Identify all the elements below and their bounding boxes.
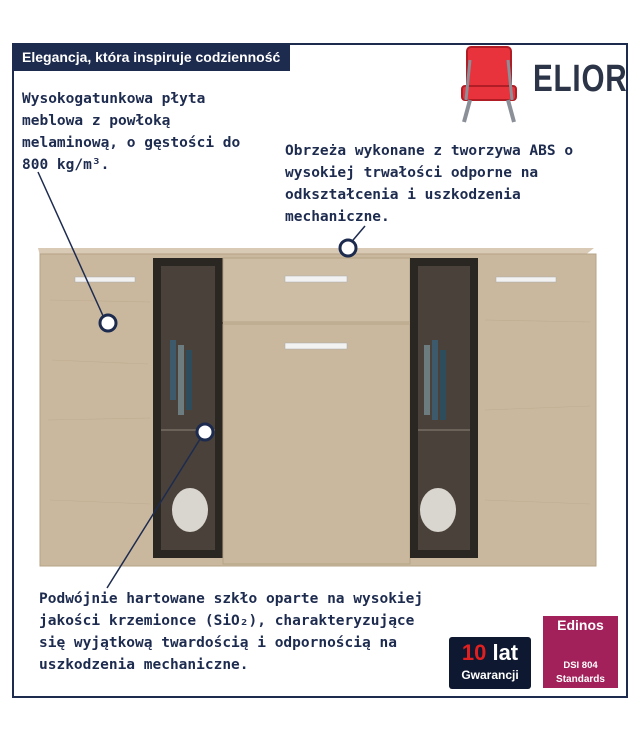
edinos-code: DSI 804	[563, 660, 598, 671]
edinos-label: Standards	[556, 674, 605, 685]
note-glass: Podwójnie hartowane szkło oparte na wysokiej jakości krzemionce (SiO₂), charakteryzujące się wyjątkową twardością i odpornością na uszkodzenia mechaniczne.	[39, 591, 424, 673]
edinos-badge	[543, 616, 618, 688]
warranty-badge	[449, 637, 531, 689]
warranty-label: Gwarancji	[461, 668, 519, 682]
note-board: Wysokogatunkowa płyta meblowa z powłoką melaminową, o gęstości do 800 kg/m³.	[22, 91, 241, 173]
note-edges: Obrzeża wykonane z tworzywa ABS o wysokiej trwałości odporne na odkształcenia i uszkodzenia mechaniczne.	[285, 143, 574, 225]
brand-logo: ELIOR	[533, 58, 628, 100]
page-title: Elegancja, która inspiruje codzienność	[12, 43, 290, 71]
sideboard-image	[38, 248, 596, 566]
edinos-name: Edinos	[557, 617, 604, 633]
warranty-number: 10	[461, 640, 487, 665]
chair-icon	[462, 47, 516, 122]
warranty-unit: lat	[492, 640, 519, 665]
